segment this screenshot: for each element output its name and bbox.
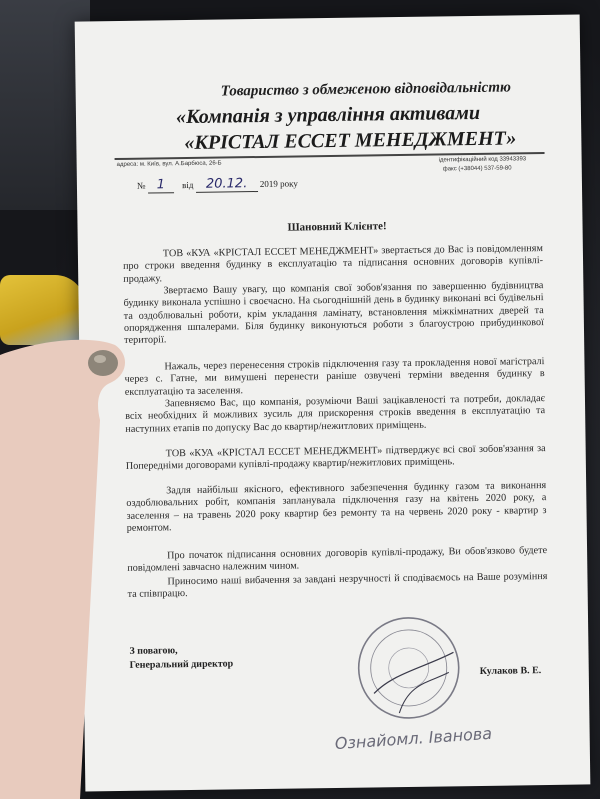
signature-block xyxy=(129,643,233,672)
paragraph-gas-delay: Нажаль, через перенесення строків підключення газу та прокладення нової магістралі через с. Гатне, ми вимушені перенести раніше озвучені терміни введення будинку в експлуатацію та заселення. xyxy=(124,356,545,398)
signature-closing: З повагою, xyxy=(129,645,178,657)
reference-number: 1 xyxy=(148,177,174,193)
reference-line xyxy=(137,175,298,193)
paragraph-schedule: Задля найбільш якісного, ефективного забезпечення будинку газом та виконання оздоблювальних робіт, компанія запланувала підключення газу на квітень 2020 року, а заселення – на травень 2020 року квартир без ремонту та на червень 2020 року - квартир з ремонтом. xyxy=(126,480,547,534)
paragraph-intro: ТОВ «КУА «КРІСТАЛ ЕССЕТ МЕНЕДЖМЕНТ» звертається до Вас із повідомленням про строки введення будинку в експлуатацію та підписання основних договорів купівлі-продажу. xyxy=(122,243,544,285)
paragraph-notification: Про початок підписання основних договорів купівлі-продажу, Ви обов'язково будете повідомлені завчасно належним чином. xyxy=(127,545,548,575)
holding-hand-icon xyxy=(0,325,135,799)
signature-title: Генеральний директор xyxy=(129,658,234,671)
company-name-line2: «КРІСТАЛ ЕССЕТ МЕНЕДЖМЕНТ» xyxy=(184,127,517,155)
company-address: адреса: м. Київ, вул. А.Барбюса, 26-Б xyxy=(116,160,222,168)
company-id-code: ідентифікаційний код 33943393 xyxy=(438,156,527,164)
company-stamp-icon xyxy=(353,612,465,724)
reference-date: 20.12. xyxy=(196,176,258,193)
reference-prefix: № xyxy=(136,180,146,191)
handwritten-note: Ознайомл. Іванова xyxy=(334,723,493,754)
signatory-name: Кулаков В. Е. xyxy=(479,665,542,677)
reference-year: 2019 року xyxy=(259,178,298,189)
company-type: Товариство з обмеженою відповідальністю xyxy=(220,79,512,100)
paragraph-obligations: ТОВ «КУА «КРІСТАЛ ЕССЕТ МЕНЕДЖМЕНТ» підтверджує всі свої зобов'язання за Попередніми договорами купівлі-продажу квартир/нежитлових приміщень. xyxy=(125,443,546,473)
company-name-line1: «Компанія з управління активами xyxy=(175,101,481,129)
greeting: Шановний Клієнте! xyxy=(287,220,387,234)
paragraph-assurance: Запевняємо Вас, що компанія, розуміючи Ваші зацікавленості та потреби, докладає всіх необхідних й можливих зусиль для прискорення строків введення в експлуатацію та наступних етапів по допуску Вас до квартир/нежитлових приміщень. xyxy=(125,393,546,435)
paragraph-construction: Звертаємо Вашу увагу, що компанія свої зобов'язання по завершенню будівництва будинку виконала успішно і своєчасно. На сьогоднішній день в будинку виконані всі будівельні та оздоблювальні роботи, крім укладання ламінату, встановлення міжкімнатних дверей та опорядження шпалерами. Біля будинку виконуються роботи з благоустрою прибудинкової території. xyxy=(123,280,544,347)
company-fax: факс (+38044) 537-59-80 xyxy=(442,165,512,173)
paragraph-apology: Приносимо наші вибачення за завдані незручності й сподіваємось на Ваше розуміння та співпрацю. xyxy=(127,571,548,601)
letter-document xyxy=(75,15,591,792)
reference-from-label: від xyxy=(181,179,194,191)
